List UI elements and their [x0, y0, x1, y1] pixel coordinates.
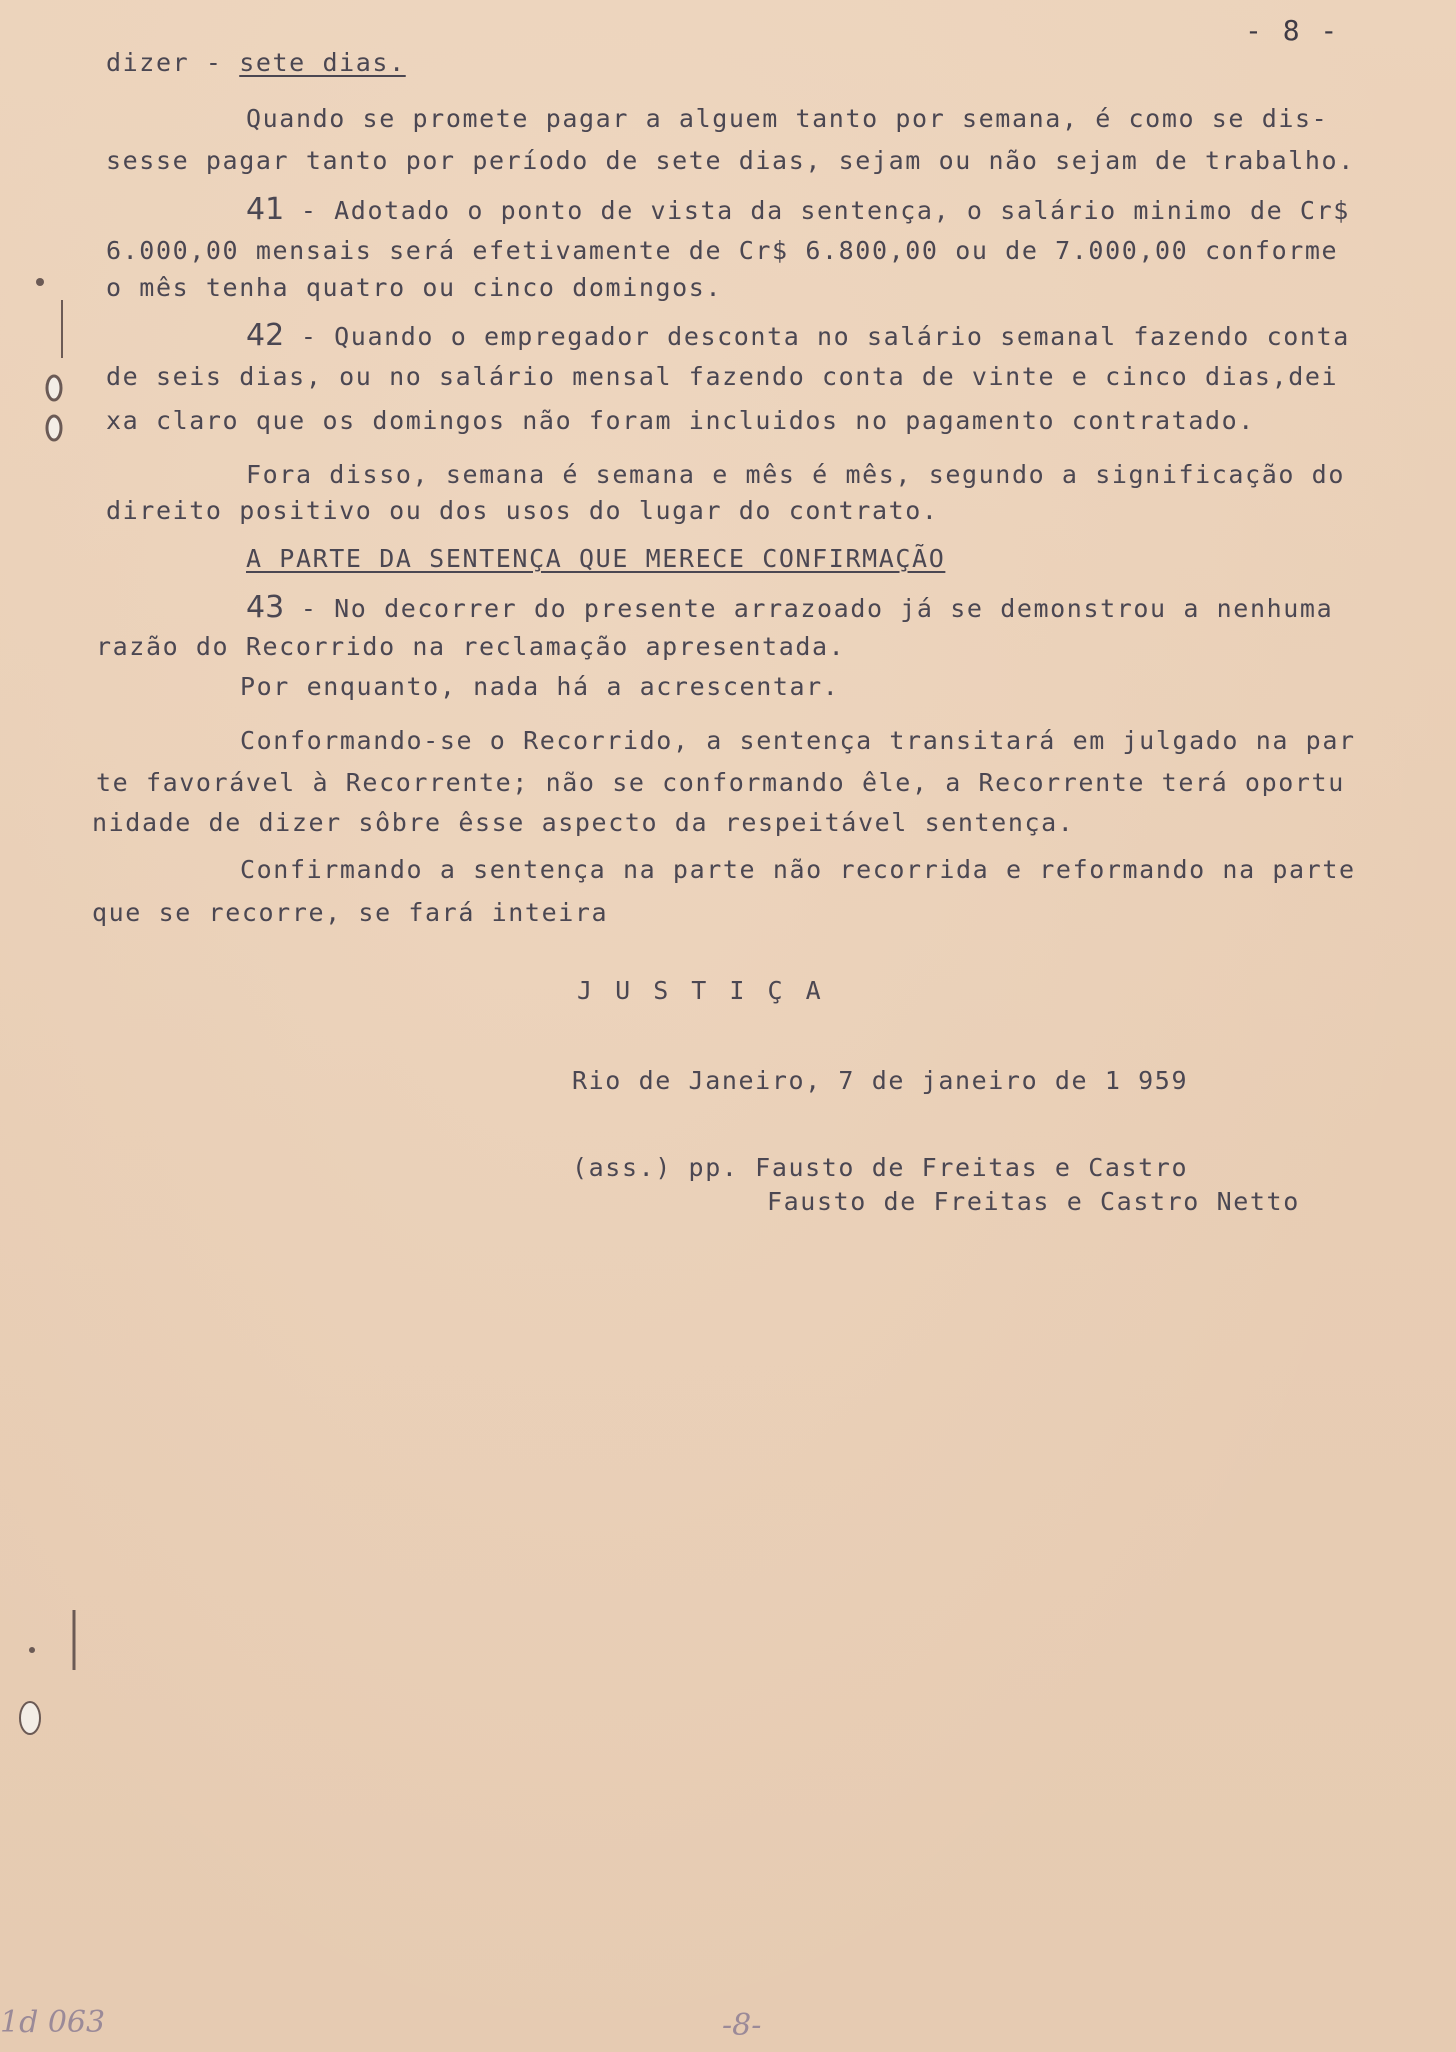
- text-line: [246, 544, 945, 573]
- text-segment: Fora disso, semana é semana e mês é mês, segundo a significação do: [246, 460, 1345, 489]
- signature-line-1: (ass.) pp. Fausto de Freitas e Castro: [572, 1153, 1189, 1182]
- text-line: [106, 273, 722, 302]
- text-segment: dizer -: [106, 48, 240, 77]
- page-number-top: - 8 -: [1245, 14, 1340, 47]
- paragraph-number: 42: [246, 318, 285, 353]
- text-segment: sesse pagar tanto por período de sete dias, sejam ou não sejam de trabalho.: [106, 146, 1355, 175]
- text-line: [92, 808, 1074, 837]
- text-segment: que se recorre, se fará inteira: [92, 898, 609, 927]
- text-line: [106, 146, 1355, 175]
- text-segment: te favorável à Recorrente; não se conformando êle, a Recorrente terá oportu: [96, 768, 1345, 797]
- text-line: [106, 236, 1338, 265]
- text-segment: sete dias.: [239, 48, 406, 77]
- text-segment: direito positivo ou dos usos do lugar do contrato.: [106, 496, 939, 525]
- closing-justica: J U S T I Ç A: [577, 976, 825, 1005]
- paragraph-number: 43: [246, 590, 285, 625]
- text-segment: razão do Recorrido na reclamação apresentada.: [96, 632, 846, 661]
- text-line: [240, 855, 1356, 884]
- text-segment: de seis dias, ou no salário mensal fazendo conta de vinte e cinco dias,dei: [106, 362, 1339, 391]
- binding-holes-bottom: [18, 1610, 78, 1790]
- text-line: [96, 632, 845, 661]
- text-segment: A PARTE DA SENTENÇA QUE MERECE CONFIRMAÇÃO: [246, 544, 946, 573]
- text-line: [246, 318, 1350, 353]
- text-line: [106, 362, 1338, 391]
- text-line: [96, 768, 1345, 797]
- text-line: [246, 460, 1345, 489]
- text-line: [246, 104, 1328, 133]
- text-line: [240, 726, 1356, 755]
- text-line: [106, 496, 939, 525]
- signature-line-2: Fausto de Freitas e Castro Netto: [767, 1187, 1300, 1216]
- text-segment: - No decorrer do presente arrazoado já se demonstrou a nenhuma: [284, 594, 1334, 623]
- text-segment: nidade de dizer sôbre êsse aspecto da respeitável sentença.: [92, 808, 1075, 837]
- binding-holes-top: [18, 270, 78, 450]
- paragraph-number: 41: [246, 192, 285, 227]
- text-line: [246, 192, 1350, 227]
- text-segment: xa claro que os domingos não foram incluidos no pagamento contratado.: [106, 406, 1255, 435]
- text-segment: 6.000,00 mensais será efetivamente de Cr$ 6.800,00 ou de 7.000,00 conforme: [106, 236, 1339, 265]
- stamp-bottom-left: 1d 063: [0, 2005, 106, 2040]
- text-segment: Conformando-se o Recorrido, a sentença transitará em julgado na par: [240, 726, 1356, 755]
- text-segment: Por enquanto, nada há a acrescentar.: [240, 672, 840, 701]
- text-segment: Confirmando a sentença na parte não recorrida e reformando na parte: [240, 855, 1356, 884]
- text-line: [92, 898, 608, 927]
- page-number-bottom: -8-: [722, 2008, 762, 2043]
- text-segment: o mês tenha quatro ou cinco domingos.: [106, 273, 723, 302]
- text-line: [246, 590, 1333, 625]
- text-line: [106, 406, 1255, 435]
- text-segment: - Quando o empregador desconta no salário semanal fazendo conta: [284, 322, 1350, 351]
- text-segment: Quando se promete pagar a alguem tanto por semana, é como se dis-: [246, 104, 1329, 133]
- text-line: [240, 672, 839, 701]
- text-line: [106, 48, 406, 77]
- text-segment: - Adotado o ponto de vista da sentença, o salário minimo de Cr$: [284, 196, 1350, 225]
- place-date: Rio de Janeiro, 7 de janeiro de 1 959: [572, 1066, 1189, 1095]
